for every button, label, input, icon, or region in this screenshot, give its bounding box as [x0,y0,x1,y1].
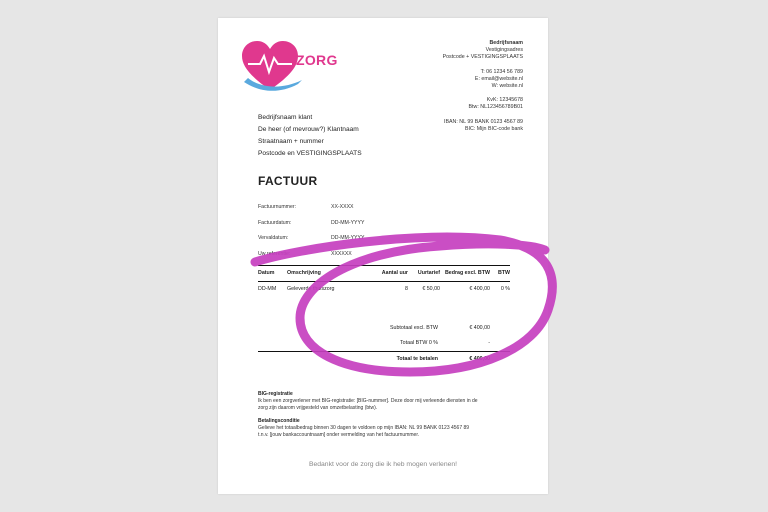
company-website: W: website.nl [491,83,523,90]
meta-row [258,247,364,263]
big-text: Ik ben een zorgverlener met BIG-registratie: [BIG-nummer]. Deze door mij verleende diensten in de [258,397,478,404]
meta-value: DD-MM-YYYY [331,235,365,242]
big-title: BIG-registratie [258,391,293,397]
payment-title: Betalingsconditie [258,418,300,425]
meta-row [258,216,364,232]
payment-text: t.n.v. [jouw bankaccountnaam] onder vermelding van het factuurnummer. [258,431,420,438]
meta-value: XX-XXXX [331,204,354,210]
logo-heart-hands-icon [240,40,340,96]
invoice-title: FACTUUR [258,174,318,188]
payment-text: Gelieve het totaalbedrag binnen 30 dagen te voldoen op mijn IBAN: NL 99 BANK 0123 4567 89 [258,425,470,432]
client-name: Bedrijfsnaam klant [258,114,313,121]
subtotal-value: € 400,00 [469,325,490,331]
thanks-footer: Bedankt voor de zorg die ik heb mogen verlenen! [308,461,458,468]
company-name: Bedrijfsnaam [489,40,523,46]
cell-hours: 8 [405,286,408,292]
big-text: zorg zijn daarom vrijgesteld van omzetbelasting (btw). [258,404,378,411]
company-address: Vestigingsadres [485,47,523,54]
company-info [373,40,523,133]
meta-label: Factuurnummer: [258,204,297,210]
subtotal-row [258,321,510,336]
meta-label: Uw referentie: [258,251,291,258]
client-address [258,112,362,160]
client-street: Straatnaam + nummer [258,138,324,145]
meta-label: Factuurdatum: [258,219,292,226]
company-email: E: email@website.nl [474,75,523,82]
invoice-table [258,265,510,296]
company-btw: Btw: NL123456789B01 [468,104,523,111]
company-postcode: Postcode + VESTIGINGSPLAATS [442,54,523,61]
table-row [258,282,510,296]
vat-label: Totaal BTW 0 % [400,340,438,346]
brand-name: ZORG [296,52,338,68]
cell-date: DD-MM [258,286,277,292]
meta-value: DD-MM-YYYY [331,219,365,226]
total-row [258,351,510,367]
client-contact: De heer (of mevrouw?) Klantnaam [258,126,359,133]
meta-row [258,231,364,247]
header-amount: Bedrag excl. BTW [444,270,490,276]
total-value: € 400,00 [469,356,490,362]
notes-block [258,391,520,439]
invoice-page [218,18,548,494]
cell-rate: € 50,00 [422,286,440,292]
client-city: Postcode en VESTIGINGSPLAATS [258,150,362,157]
company-kvk: KvK: 12345678 [486,97,523,104]
meta-label: Vervaldatum: [258,235,289,242]
cell-description: Geleverde thuiszorg [287,286,335,292]
company-bic: BIC: Mijn BIC-code bank [465,125,523,132]
total-label: Totaal te betalen [396,356,438,362]
table-header [258,265,510,282]
meta-value: XXXXXX [331,251,352,258]
totals-block [258,321,510,367]
cell-vat: 0 % [500,286,510,292]
subtotal-label: Subtotaal excl. BTW [390,325,438,331]
header-vat: BTW [497,270,510,276]
header-rate: Uurtarief [417,270,440,276]
meta-row [258,200,364,216]
company-phone: T: 06 1234 56 789 [480,68,523,75]
vat-value: - [488,340,490,346]
company-iban: IBAN: NL 99 BANK 0123 4567 89 [443,118,523,125]
invoice-meta [258,200,364,263]
cell-amount: € 400,00 [469,286,490,292]
header-date: Datum [258,270,275,276]
vat-row [258,336,510,351]
header-hours: Aantal uur [381,270,408,276]
header-description: Omschrijving [287,270,321,276]
